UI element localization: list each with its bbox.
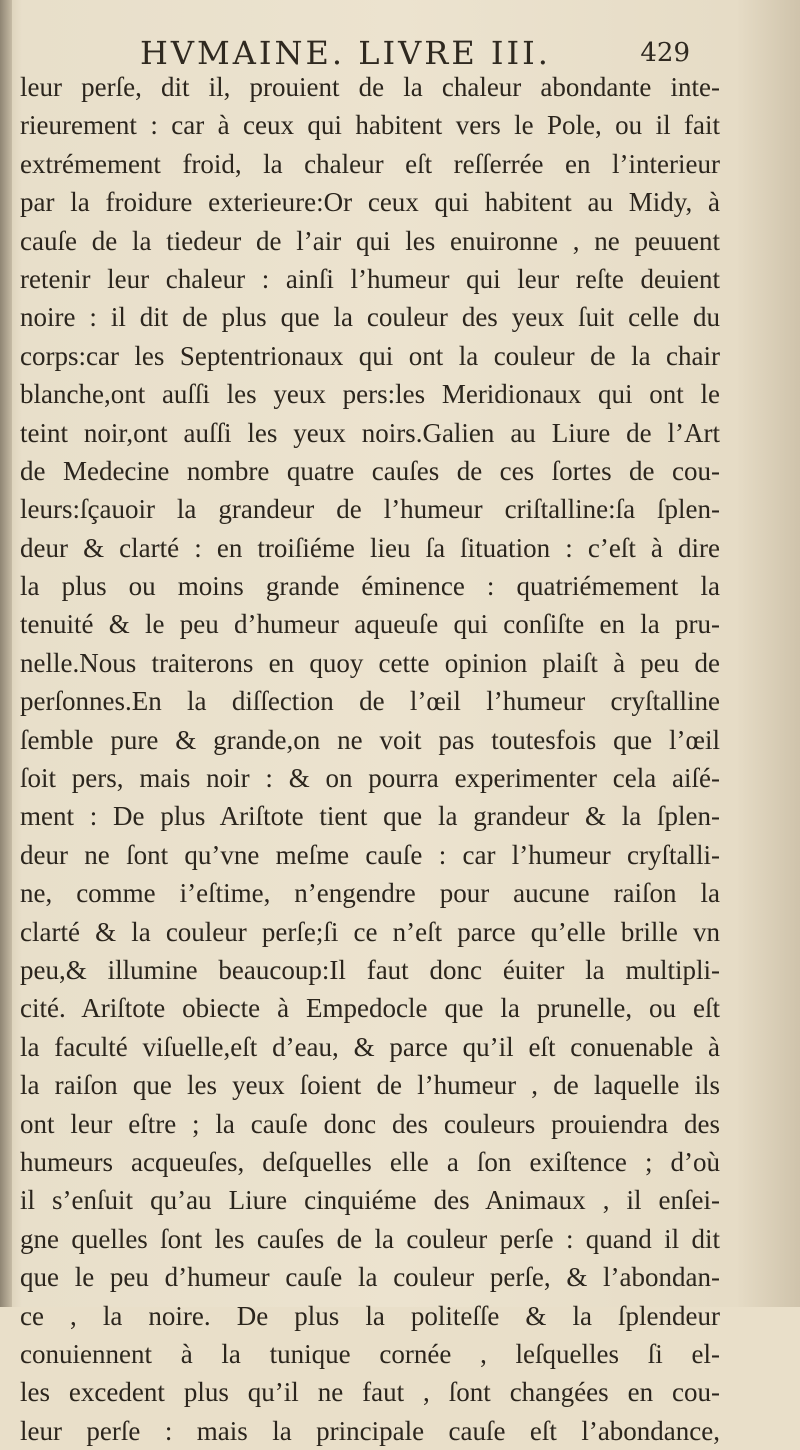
text-line: gne quelles ſont les cauſes de la couleur perſe : quand il dit bbox=[20, 1223, 720, 1254]
page-number: 429 bbox=[640, 38, 690, 68]
text-line: ont leur eſtre ; la cauſe donc des couleurs prouiendra des bbox=[20, 1108, 720, 1139]
text-line: cité. Ariſtote obiecte à Empedocle que la prunelle, ou eſt bbox=[20, 993, 720, 1024]
text-line: ment : De plus Ariſtote tient que la grandeur & la ſplen- bbox=[20, 801, 720, 832]
text-line: teint noir,ont auſſi les yeux noirs.Galien au Liure de l’Art bbox=[20, 417, 720, 448]
text-line: blanche,ont auſſi les yeux pers:les Meridionaux qui ont le bbox=[20, 379, 720, 410]
text-line: extrémement froid, la chaleur eſt reſſerrée en l’interieur bbox=[20, 148, 720, 179]
body-text bbox=[20, 68, 720, 1450]
text-line: rieurement : car à ceux qui habitent vers le Pole, ou il fait bbox=[20, 110, 720, 141]
text-line: nelle.Nous traiterons en quoy cette opinion plaiſt à peu de bbox=[20, 647, 720, 678]
text-line: il s’enſuit qu’au Liure cinquiéme des Animaux , il enſei- bbox=[20, 1185, 720, 1216]
text-line: cauſe de la tiedeur de l’air qui les enuironne , ne peuuent bbox=[20, 225, 720, 256]
text-line: ſemble pure & grande,on ne voit pas toutesfois que l’œil bbox=[20, 724, 720, 755]
text-line: que le peu d’humeur cauſe la couleur perſe, & l’abondan- bbox=[20, 1262, 720, 1293]
text-line: retenir leur chaleur : ainſi l’humeur qui leur reſte deuient bbox=[20, 263, 720, 294]
text-line: leur perſe, dit il, prouient de la chaleur abondante inte- bbox=[20, 72, 720, 102]
text-line: la raiſon que les yeux ſoient de l’humeur , de laquelle ils bbox=[20, 1070, 720, 1101]
text-line: conuiennent à la tunique cornée , leſquelles ſi el- bbox=[20, 1338, 720, 1369]
text-line: leurs:ſçauoir la grandeur de l’humeur criſtalline:ſa ſplen- bbox=[20, 494, 720, 525]
text-line: clarté & la couleur perſe;ſi ce n’eſt parce qu’elle brille vn bbox=[20, 916, 720, 947]
text-line: ne, comme i’eſtime, n’engendre pour aucune raiſon la bbox=[20, 878, 720, 909]
text-line: humeurs acqueuſes, deſquelles elle a ſon exiſtence ; d’où bbox=[20, 1146, 720, 1177]
running-head: HVMAINE. LIVRE III. bbox=[140, 34, 551, 72]
text-line: ſoit pers, mais noir : & on pourra experimenter cela aiſé- bbox=[20, 763, 720, 794]
text-line: corps:car les Septentrionaux qui ont la couleur de la chair bbox=[20, 340, 720, 371]
text-line: leur perſe : mais la principale cauſe eſt l’abondance, bbox=[20, 1415, 720, 1446]
text-line: tenuité & le peu d’humeur aqueuſe qui conſiſte en la pru- bbox=[20, 609, 720, 640]
text-line: la plus ou moins grande éminence : quatriémement la bbox=[20, 571, 720, 602]
text-line: les excedent plus qu’il ne faut , ſont changées en cou- bbox=[20, 1377, 720, 1408]
text-line: la faculté viſuelle,eſt d’eau, & parce qu’il eſt conuenable à bbox=[20, 1031, 720, 1062]
text-line: par la froidure exterieure:Or ceux qui habitent au Midy, à bbox=[20, 187, 720, 218]
text-line: peu,& illumine beaucoup:Il faut donc éuiter la multipli- bbox=[20, 954, 720, 985]
text-line: deur ne ſont qu’vne meſme cauſe : car l’humeur cryſtalli- bbox=[20, 839, 720, 870]
text-line: de Medecine nombre quatre cauſes de ces ſortes de cou- bbox=[20, 455, 720, 486]
text-line: noire : il dit de plus que la couleur des yeux ſuit celle du bbox=[20, 302, 720, 333]
text-line: ce , la noire. De plus la politeſſe & la ſplendeur bbox=[20, 1300, 720, 1331]
page-gutter-shadow bbox=[0, 0, 12, 1307]
text-line: deur & clarté : en troiſiéme lieu ſa ſituation : c’eſt à dire bbox=[20, 532, 720, 563]
text-line: perſonnes.En la diſſection de l’œil l’humeur cryſtalline bbox=[20, 686, 720, 717]
